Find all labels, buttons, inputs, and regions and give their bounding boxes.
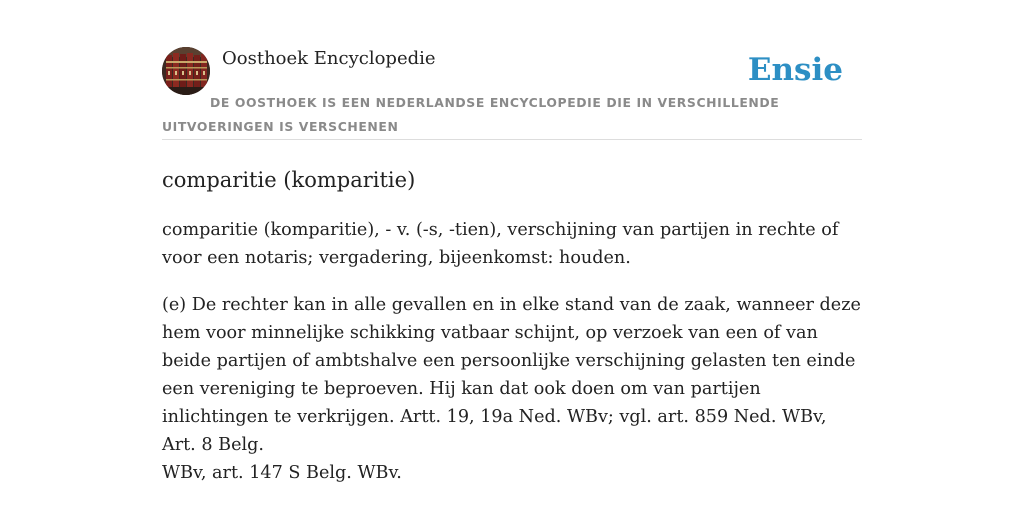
brand-logo-link[interactable]: Ensie	[747, 52, 843, 88]
encyclopedia-books-icon	[162, 47, 210, 95]
page-container	[162, 46, 862, 483]
article-paragraph: (e) De rechter kan in alle gevallen en in elke stand van de zaak, wanneer deze hem voor minnelijke schikking vatbaar schijnt, op verzoek van een of van beide partijen of ambtshalve een persoonlijke verschijning gelasten ten einde een vereniging te beproeven. Hij kan dat ook doen om van partijen inlichtingen te verkrijgen. Artt. 19, 19a Ned. WBv; vgl. art. 859 Ned. WBv, Art. 8 Belg.	[162, 295, 861, 455]
article-title: comparitie (komparitie)	[162, 168, 416, 192]
article-paragraph: WBv, art. 147 S Belg. WBv.	[162, 463, 402, 483]
site-tagline: DE OOSTHOEK IS EEN NEDERLANDSE ENCYCLOPEDIE DIE IN VERSCHILLENDE UITVOERINGEN IS VERSCHENEN	[162, 95, 780, 134]
article-paragraph: comparitie (komparitie), - v. (-s, -tien), verschijning van partijen in rechte of voor een notaris; vergadering, bijeenkomst: houden.	[162, 220, 839, 268]
site-title-link[interactable]: Oosthoek Encyclopedie	[222, 48, 436, 69]
avatar[interactable]	[162, 47, 210, 95]
site-header	[162, 46, 862, 140]
